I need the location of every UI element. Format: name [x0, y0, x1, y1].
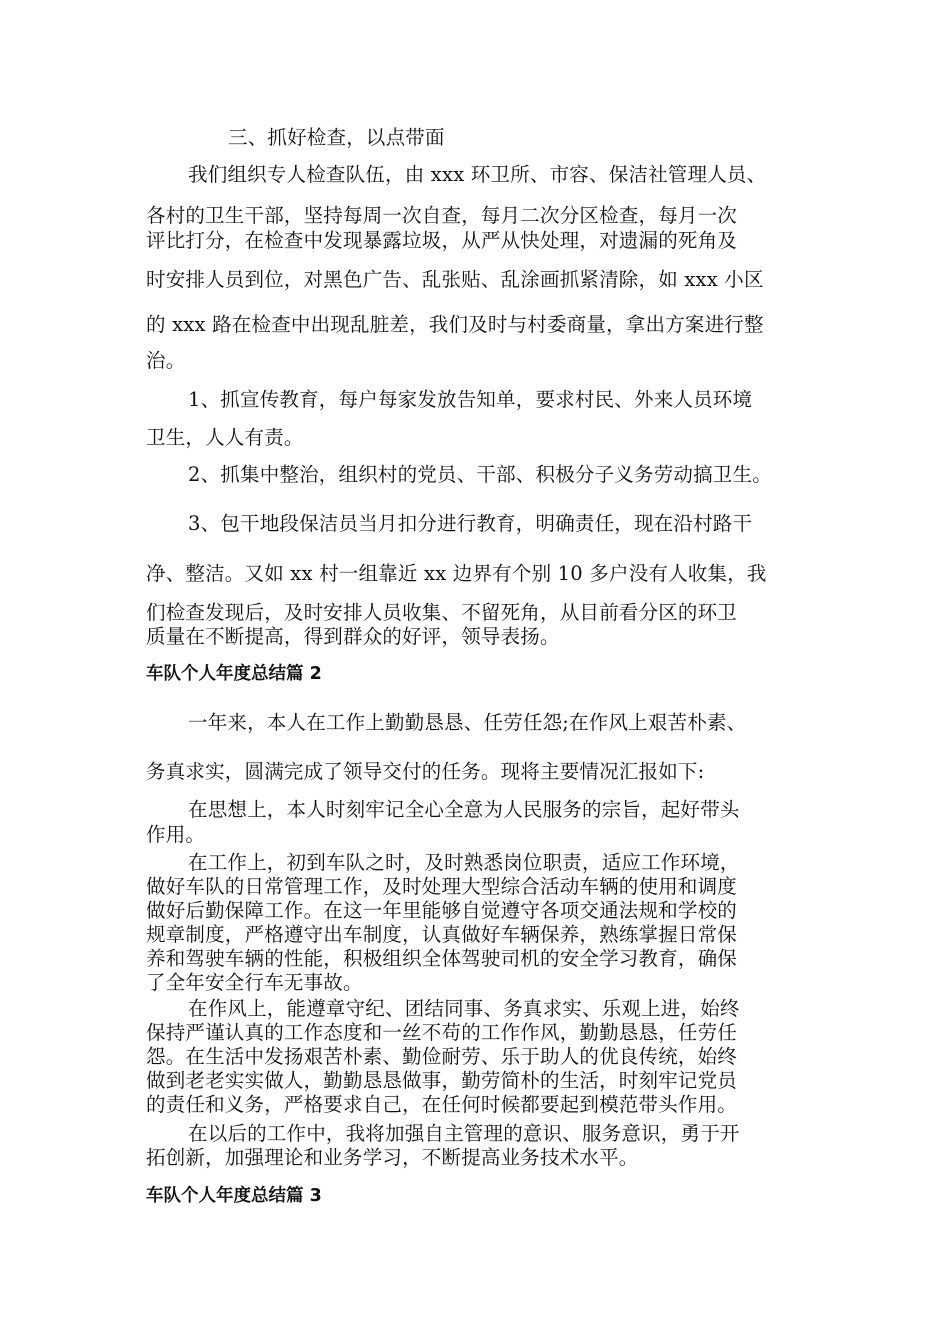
paragraph-line: 质量在不断提高，得到群众的好评，领导表扬。 [146, 625, 560, 648]
paragraph-line: 保持严谨认真的工作态度和一丝不苟的工作作风，勤勤恳恳，任劳任 [146, 1021, 738, 1044]
paragraph-line: 治。 [146, 349, 186, 372]
paragraph-line: 在以后的工作中，我将加强自主管理的意识、服务意识，勇于开 [188, 1122, 740, 1145]
list-item: 2、抓集中整治，组织村的党员、干部、积极分子义务劳动搞卫生。 [188, 463, 772, 486]
paragraph-line: 时安排人员到位，对黑色广告、乱张贴、乱涂画抓紧清除，如 xxx 小区 [146, 268, 764, 291]
paragraph-line: 一年来，本人在工作上勤勤恳恳、任劳任怨;在作风上艰苦朴素、 [188, 711, 747, 734]
paragraph-line: 评比打分，在检查中发现暴露垃圾，从严从快处理，对遗漏的死角及 [146, 229, 738, 252]
paragraph-line: 我们组织专人检查队伍，由 xxx 环卫所、市容、保洁社管理人员、 [188, 163, 767, 186]
paragraph-line: 做好后勤保障工作。在这一年里能够自觉遵守各项交通法规和学校的 [146, 899, 738, 922]
section-title: 车队个人年度总结篇 2 [146, 664, 322, 684]
paragraph-line: 做到老老实实做人，勤勤恳恳做事，勤劳简朴的生活，时刻牢记党员 [146, 1069, 738, 1092]
paragraph-line: 在作风上，能遵章守纪、团结同事、务真求实、乐观上进，始终 [188, 997, 740, 1020]
paragraph-line: 做好车队的日常管理工作，及时处理大型综合活动车辆的使用和调度 [146, 875, 738, 898]
list-item: 1、抓宣传教育，每户每家发放告知单，要求村民、外来人员环境 [188, 388, 753, 411]
paragraph-line: 养和驾驶车辆的性能，积极组织全体驾驶司机的安全学习教育，确保 [146, 947, 738, 970]
paragraph-line: 拓创新，加强理论和业务学习，不断提高业务技术水平。 [146, 1146, 639, 1169]
paragraph-line: 规章制度，严格遵守出车制度，认真做好车辆保养，熟练掌握日常保 [146, 923, 738, 946]
paragraph-line: 了全年安全行车无事故。 [146, 971, 363, 994]
paragraph-line: 在工作上，初到车队之时，及时熟悉岗位职责，适应工作环境， [188, 851, 740, 874]
section-heading: 三、抓好检查，以点带面 [228, 126, 445, 149]
paragraph-line: 在思想上，本人时刻牢记全心全意为人民服务的宗旨，起好带头 [188, 798, 740, 821]
paragraph-line: 各村的卫生干部，坚持每周一次自查，每月二次分区检查，每月一次 [146, 204, 738, 227]
paragraph-line: 们检查发现后，及时安排人员收集、不留死角，从目前看分区的环卫 [146, 601, 738, 624]
paragraph-line: 卫生，人人有责。 [146, 426, 304, 449]
paragraph-line: 怨。在生活中发扬艰苦朴素、勤俭耐劳、乐于助人的优良传统，始终 [146, 1045, 738, 1068]
paragraph-line: 务真求实，圆满完成了领导交付的任务。现将主要情况汇报如下: [146, 760, 705, 783]
paragraph-line: 的 xxx 路在检查中出现乱脏差，我们及时与村委商量，拿出方案进行整 [146, 313, 764, 336]
paragraph-line: 净、整洁。又如 xx 村一组靠近 xx 边界有个别 10 多户没有人收集，我 [146, 562, 767, 585]
paragraph-line: 作用。 [146, 823, 206, 846]
section-title: 车队个人年度总结篇 3 [146, 1186, 322, 1206]
list-item: 3、包干地段保洁员当月扣分进行教育，明确责任，现在沿村路干 [188, 512, 753, 535]
paragraph-line: 的责任和义务，严格要求自己，在任何时候都要起到模范带头作用。 [146, 1093, 738, 1116]
